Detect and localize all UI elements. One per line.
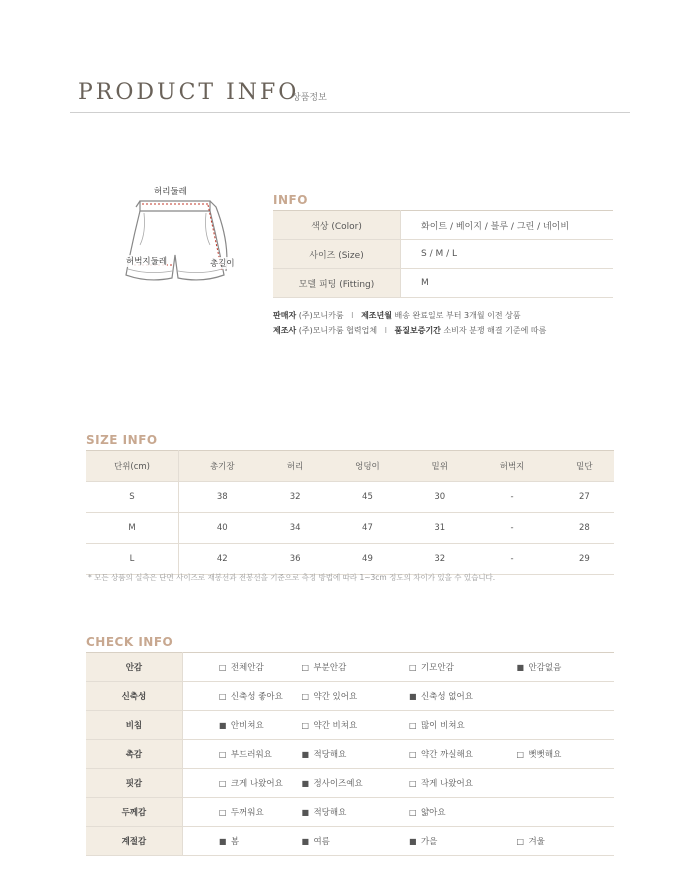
checked-box-icon: ■ — [218, 837, 227, 846]
info-table — [273, 210, 613, 298]
check-option — [506, 653, 614, 682]
info-row-fitting — [273, 269, 613, 298]
maker-value: (주)모니카룸 협력업체 — [298, 326, 378, 335]
check-option-label: 여름 — [313, 837, 330, 847]
check-option-label: 부드러워요 — [230, 750, 272, 760]
manufacture-date-label: 제조년월 — [361, 311, 392, 320]
table-row — [86, 482, 614, 513]
check-option — [399, 711, 507, 740]
size-cell: 32 — [266, 482, 325, 513]
info-label: 사이즈 (Size) — [273, 240, 401, 269]
check-label: 두께감 — [86, 798, 182, 827]
unchecked-box-icon: □ — [218, 808, 227, 817]
size-cell: 36 — [266, 544, 325, 575]
check-option — [399, 653, 507, 682]
page-subtitle: 상품정보 — [292, 93, 327, 103]
info-row-size — [273, 240, 613, 269]
shorts-drawing — [118, 183, 248, 293]
check-option — [291, 653, 399, 682]
size-header-cell: 허리 — [266, 451, 325, 482]
size-cell: 40 — [179, 513, 266, 544]
seller-line — [273, 310, 521, 321]
check-row — [86, 682, 614, 711]
size-cell: - — [469, 544, 554, 575]
size-cell: M — [86, 513, 179, 544]
maker-line — [273, 325, 546, 336]
check-option-label: 많이 비쳐요 — [420, 721, 465, 731]
check-option — [182, 798, 291, 827]
size-cell: 32 — [410, 544, 469, 575]
size-header-row — [86, 451, 614, 482]
check-option — [399, 769, 507, 798]
size-cell: 31 — [410, 513, 469, 544]
manufacture-date-value: 배송 완료일로 부터 3개월 이전 상품 — [394, 311, 521, 320]
check-option-label: 전체안감 — [230, 663, 264, 673]
check-option-label: 기모안감 — [420, 663, 454, 673]
warranty-value: 소비자 분쟁 해결 기준에 따름 — [443, 326, 547, 335]
checked-box-icon: ■ — [301, 837, 309, 846]
check-option — [291, 711, 399, 740]
size-header-cell: 밑위 — [410, 451, 469, 482]
separator: I — [351, 311, 354, 320]
check-option-label: 신축성 없어요 — [420, 692, 473, 702]
check-label: 촉감 — [86, 740, 182, 769]
size-header-cell: 밑단 — [555, 451, 614, 482]
size-cell: 45 — [325, 482, 410, 513]
check-option — [506, 740, 614, 769]
unchecked-box-icon: □ — [301, 721, 309, 730]
size-cell: S — [86, 482, 179, 513]
length-label: 총길이 — [210, 259, 235, 269]
check-label: 안감 — [86, 653, 182, 682]
check-option-label: 겨울 — [528, 837, 545, 847]
check-option-label: 두꺼워요 — [230, 808, 264, 818]
warranty-label: 품질보증기간 — [394, 326, 441, 335]
check-option — [182, 682, 291, 711]
check-option — [182, 769, 291, 798]
checked-box-icon: ■ — [301, 750, 309, 759]
size-cell: 29 — [555, 544, 614, 575]
check-option-label: 안감없음 — [528, 663, 562, 673]
seller-value: (주)모니카룸 — [298, 311, 344, 320]
check-label: 계절감 — [86, 827, 182, 856]
check-option-label: 약간 까실해요 — [420, 750, 473, 760]
check-option — [291, 740, 399, 769]
check-option — [182, 740, 291, 769]
page-title: PRODUCT INFO — [78, 80, 300, 105]
unchecked-box-icon: □ — [516, 750, 525, 759]
table-row — [86, 513, 614, 544]
info-value: 화이트 / 베이지 / 블루 / 그린 / 네이비 — [401, 211, 614, 240]
info-title: INFO — [273, 193, 308, 207]
info-label: 색상 (Color) — [273, 211, 401, 240]
check-option — [182, 653, 291, 682]
size-cell: 34 — [266, 513, 325, 544]
check-row — [86, 827, 614, 856]
unchecked-box-icon: □ — [301, 663, 309, 672]
unchecked-box-icon: □ — [218, 779, 227, 788]
check-option — [399, 798, 507, 827]
size-cell: 47 — [325, 513, 410, 544]
size-cell: 49 — [325, 544, 410, 575]
unchecked-box-icon: □ — [218, 692, 227, 701]
size-cell: - — [469, 482, 554, 513]
checked-box-icon: ■ — [408, 692, 417, 701]
size-cell: - — [469, 513, 554, 544]
checked-box-icon: ■ — [408, 837, 417, 846]
check-option-label: 약간 있어요 — [313, 692, 358, 702]
shorts-measurement-illustration — [118, 183, 248, 293]
check-option-label: 봄 — [230, 837, 240, 847]
check-option — [291, 682, 399, 711]
check-option-label: 적당해요 — [313, 750, 347, 760]
size-cell: 38 — [179, 482, 266, 513]
unchecked-box-icon: □ — [408, 721, 417, 730]
info-label: 모델 피팅 (Fitting) — [273, 269, 401, 298]
unchecked-box-icon: □ — [408, 779, 417, 788]
check-option — [291, 798, 399, 827]
check-label: 신축성 — [86, 682, 182, 711]
check-option — [182, 827, 291, 856]
seller-label: 판매자 — [273, 311, 297, 320]
check-row — [86, 798, 614, 827]
size-cell: 30 — [410, 482, 469, 513]
size-header-cell: 총기장 — [179, 451, 266, 482]
check-option — [399, 827, 507, 856]
check-row — [86, 653, 614, 682]
size-info-title: SIZE INFO — [86, 433, 158, 447]
check-option-label: 안비쳐요 — [230, 721, 264, 731]
check-table — [86, 652, 614, 856]
size-cell: 28 — [555, 513, 614, 544]
table-row — [86, 544, 614, 575]
unchecked-box-icon: □ — [218, 663, 227, 672]
check-option — [506, 769, 614, 798]
unchecked-box-icon: □ — [301, 692, 309, 701]
check-option — [506, 711, 614, 740]
unchecked-box-icon: □ — [408, 663, 417, 672]
unchecked-box-icon: □ — [516, 837, 525, 846]
size-cell: L — [86, 544, 179, 575]
check-option — [182, 711, 291, 740]
check-option — [291, 769, 399, 798]
unchecked-box-icon: □ — [218, 750, 227, 759]
info-value: S / M / L — [401, 240, 614, 269]
header-divider — [70, 112, 630, 113]
unchecked-box-icon: □ — [408, 808, 417, 817]
checked-box-icon: ■ — [301, 808, 309, 817]
check-option — [506, 798, 614, 827]
size-cell: 42 — [179, 544, 266, 575]
check-option — [399, 740, 507, 769]
size-header-cell: 단위(cm) — [86, 451, 179, 482]
check-option-label: 신축성 좋아요 — [230, 692, 283, 702]
check-row — [86, 769, 614, 798]
check-option-label: 가을 — [420, 837, 438, 847]
check-option-label: 부분안감 — [313, 663, 347, 673]
checked-box-icon: ■ — [516, 663, 525, 672]
size-header-cell: 허벅지 — [469, 451, 554, 482]
separator: I — [384, 326, 387, 335]
check-option-label: 적당해요 — [313, 808, 347, 818]
info-row-color — [273, 211, 613, 240]
unchecked-box-icon: □ — [408, 750, 417, 759]
check-row — [86, 711, 614, 740]
check-label: 핏감 — [86, 769, 182, 798]
check-option-label: 크게 나왔어요 — [230, 779, 283, 789]
check-option-label: 뻣뻣해요 — [528, 750, 562, 760]
info-value: M — [401, 269, 614, 298]
check-label: 비침 — [86, 711, 182, 740]
size-cell: 27 — [555, 482, 614, 513]
maker-label: 제조사 — [273, 326, 297, 335]
check-option-label: 정사이즈예요 — [313, 779, 363, 789]
check-option — [506, 827, 614, 856]
size-note: * 모든 상품의 실측은 단면 사이즈로 재봉선과 전봉선을 기준으로 측정 방법에 따라 1~3cm 정도의 차이가 있을 수 있습니다. — [88, 573, 496, 582]
checked-box-icon: ■ — [301, 779, 309, 788]
size-table — [86, 450, 614, 575]
check-option-label: 약간 비쳐요 — [313, 721, 358, 731]
check-option — [399, 682, 507, 711]
check-option — [506, 682, 614, 711]
check-info-title: CHECK INFO — [86, 635, 174, 649]
size-header-cell: 엉덩이 — [325, 451, 410, 482]
waist-label: 허리둘레 — [154, 187, 187, 197]
checked-box-icon: ■ — [218, 721, 227, 730]
check-row — [86, 740, 614, 769]
check-option-label: 작게 나왔어요 — [420, 779, 473, 789]
check-option — [291, 827, 399, 856]
thigh-label: 허벅지둘레 — [126, 257, 168, 267]
check-option-label: 얇아요 — [420, 808, 446, 818]
